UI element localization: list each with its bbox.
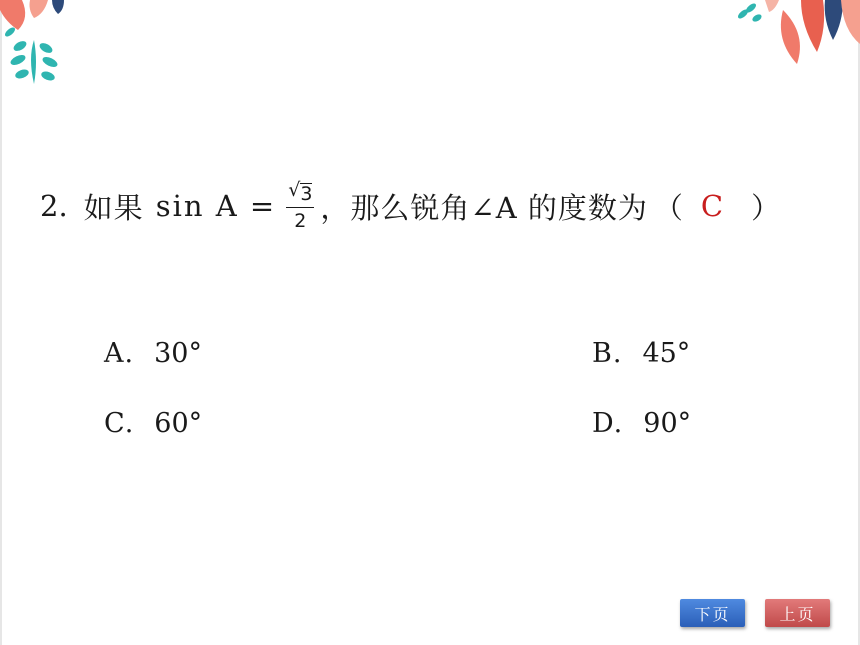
answer-letter: C [700,189,724,223]
answer-paren-open: （ [653,190,683,225]
radical-sign: √ [288,179,301,201]
question-tail-text: ，那么锐角∠A 的度数为 [320,190,648,225]
question-line [40,178,780,234]
previous-page-button[interactable]: 上页 [765,599,830,627]
radicand: 3 [300,183,313,205]
fraction-numerator [286,181,314,208]
option-letter: D. [592,408,624,439]
option-letter: A. [104,338,135,369]
option-c [104,408,202,439]
leaf-decoration-top-right [735,0,860,70]
option-value: 30° [154,338,202,369]
question-lead-text: 如果 [83,190,144,225]
next-page-button[interactable]: 下页 [680,599,745,627]
question-number: 2. [40,189,68,223]
fraction [286,181,314,231]
option-value: 60° [154,408,203,439]
option-a [104,338,202,369]
option-d [592,408,691,439]
fraction-denominator: 2 [294,210,307,232]
left-border [0,0,2,645]
question-expression: sin A = [155,189,277,223]
option-value: 45° [642,338,691,369]
leaf-decoration-top-left [0,0,80,92]
option-b [592,338,690,369]
option-letter: C. [104,408,135,439]
option-letter: B. [592,338,623,369]
option-value: 90° [643,408,692,439]
answer-paren-close: ） [751,190,781,225]
